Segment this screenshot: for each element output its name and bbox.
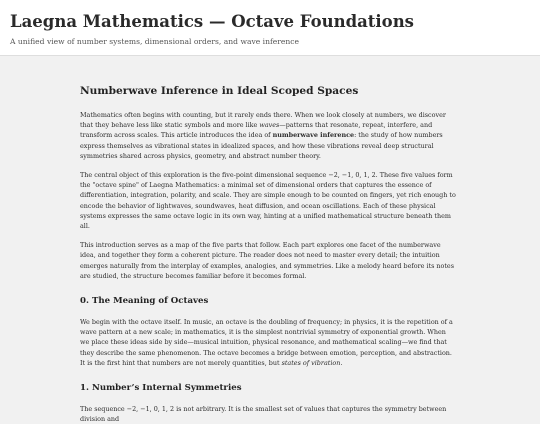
text-span: : the study of how numbers express themselves as vibrational states in idealized spaces, and how these vibrations reveal deep structural symmetries shared across physics, geometry, and abstract number theory. bbox=[80, 131, 443, 160]
section-title-symmetries: 1. Number’s Internal Symmetries bbox=[80, 383, 242, 394]
emphasis-states-of-vibration: states of vibration bbox=[281, 358, 341, 367]
site-tagline: A unified view of number systems, dimensional orders, and wave inference bbox=[10, 37, 300, 46]
intro-paragraph-2: The central object of this exploration is the five-point dimensional sequence −2, −1, 0, 1, 2. These five values form the "octave spine" of Laegna Mathematics: a minimal set of dimensional orders that captures the essence of differentiation, integration, polarity, and scale. They are simple enough to be counted on fingers, yet rich enough to encode the behavior of lightwaves, soundwaves, heat diffusion, and ocean oscillations. Each of these physical systems expresses the same octave logic in its own way, hinting at a unified mathematical structure beneath them all. bbox=[80, 171, 456, 231]
text-span: We begin with the octave itself. In music, an octave is the doubling of frequency; in physics, it is the repetition of a wave pattern at a new scale; in mathematics, it is the simplest nontrivial symmetry of exponential growth. When we place these ideas side by side—musical intuition, physical resonance, and mathematical scaling—we find that they describe the same phenomenon. The octave becomes a bridge between emotion, perception, and abstraction. It is the first hint that numbers are not merely quantities, but bbox=[80, 318, 453, 367]
site-title[interactable]: Laegna Mathematics — Octave Foundations bbox=[10, 12, 414, 31]
page-body bbox=[0, 56, 540, 424]
intro-paragraph-1 bbox=[80, 110, 456, 161]
intro-paragraph-3: This introduction serves as a map of the five parts that follow. Each part explores one facet of the numberwave idea, and together they form a coherent picture. The reader does not need to master every detail; the intuition emerges naturally from the interplay of examples, analogies, and symmetries. Like a melody heard before its notes are studied, the structure becomes familiar before it becomes formal. bbox=[80, 241, 454, 280]
section-title-octaves: 0. The Meaning of Octaves bbox=[80, 296, 209, 307]
emphasis-waves: waves bbox=[259, 121, 280, 130]
site-header bbox=[0, 0, 540, 56]
section-symmetries-paragraph: The sequence −2, −1, 0, 1, 2 is not arbitrary. It is the smallest set of values that captures the symmetry between division and bbox=[80, 405, 447, 424]
text-span: —patterns that resonate, repeat, interfere, and transform across scales. This article introduces the idea of bbox=[80, 121, 433, 140]
text-span: Mathematics often begins with counting, but it rarely ends there. When we look closely at numbers, we discover that they behave less like static symbols and more like bbox=[80, 111, 446, 130]
article-title: Numberwave Inference in Ideal Scoped Spaces bbox=[80, 85, 359, 97]
text-span: . bbox=[340, 358, 343, 367]
strong-numberwave-inference: numberwave inference bbox=[272, 131, 355, 140]
article bbox=[80, 56, 456, 424]
section-octaves-paragraph bbox=[80, 317, 456, 368]
